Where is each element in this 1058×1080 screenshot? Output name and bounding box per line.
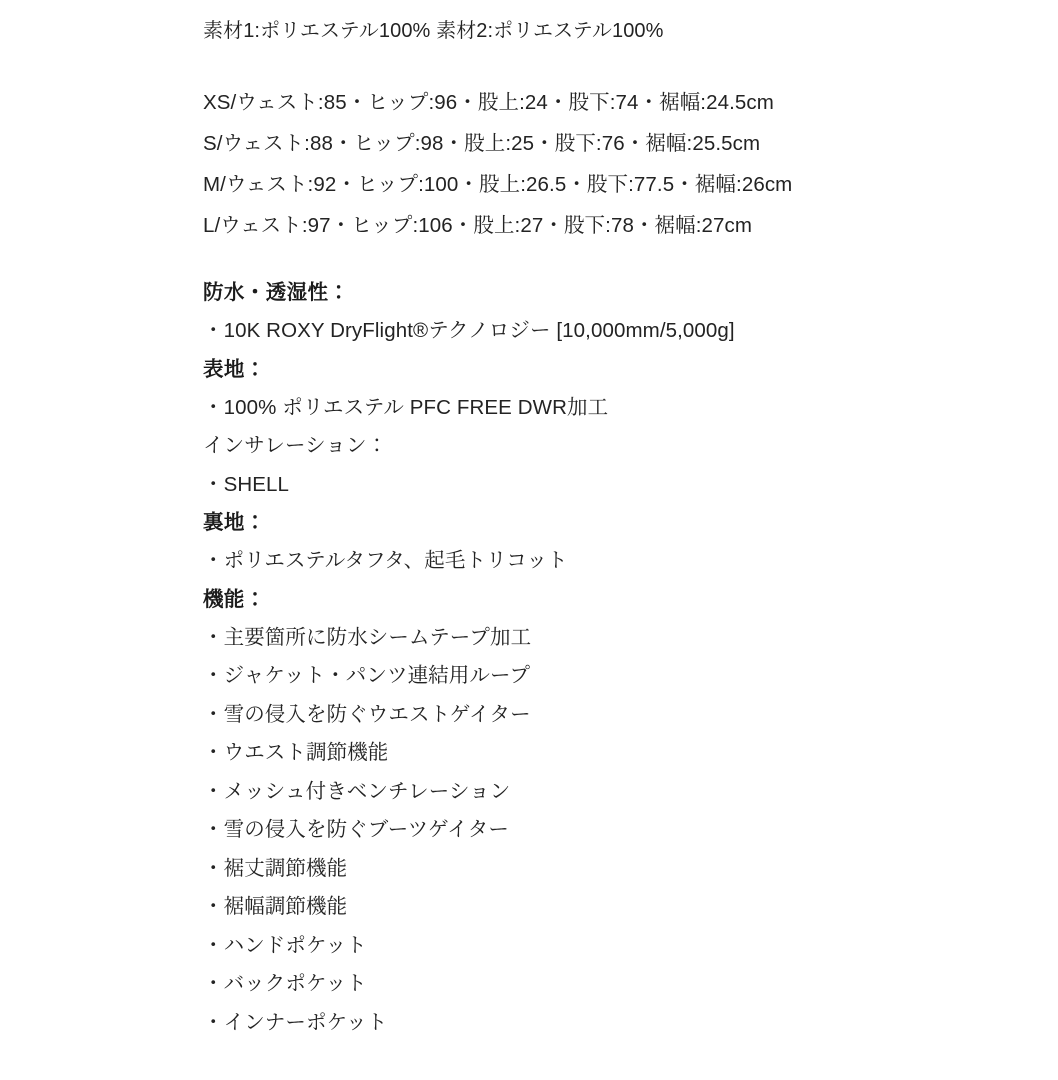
section-item: ・ウエスト調節機能: [203, 741, 389, 764]
section-item: ・雪の侵入を防ぐブーツゲイター: [203, 818, 509, 841]
section-item: ・ハンドポケット: [203, 933, 367, 957]
section-heading: 表地：: [203, 357, 266, 381]
section-item: ・メッシュ付きベンチレーション: [203, 779, 511, 803]
section-item: ・SHELL: [203, 472, 290, 496]
section-shell-fabric: [203, 351, 1018, 428]
section-item: ・裾幅調節機能: [203, 895, 348, 918]
section-waterproof: [203, 274, 1018, 351]
section-heading: 防水・透湿性：: [203, 281, 350, 304]
size-row: XS/ウェスト:85・ヒップ:96・股上:24・股下:74・裾幅:24.5cm: [203, 91, 774, 114]
section-heading: 裏地：: [203, 511, 266, 534]
section-item: ・100% ポリエステル PFC FREE DWR加工: [203, 395, 609, 419]
spacer: [203, 246, 1018, 274]
section-features: [203, 581, 1018, 1043]
section-item: ・雪の侵入を防ぐウエストゲイター: [203, 702, 531, 726]
section-item: ・ポリエステルタフタ、起毛トリコット: [203, 549, 568, 572]
spacer: [203, 48, 1018, 82]
section-item: ・インナーポケット: [203, 1010, 388, 1034]
size-row: S/ウェスト:88・ヒップ:98・股上:25・股下:76・裾幅:25.5cm: [203, 132, 761, 155]
section-lining: [203, 504, 1018, 581]
section-insulation: [203, 427, 1018, 504]
section-item: ・10K ROXY DryFlight®テクノロジー [10,000mm/5,000g]: [203, 319, 735, 342]
material-line: 素材1:ポリエステル100% 素材2:ポリエステル100%: [203, 20, 664, 42]
section-item: ・主要箇所に防水シームテープ加工: [203, 625, 532, 649]
section-heading: インサレーション：: [203, 434, 388, 457]
section-item: ・バックポケット: [203, 972, 367, 995]
size-chart: [203, 82, 1018, 246]
section-heading: 機能：: [203, 587, 266, 611]
size-row: L/ウェスト:97・ヒップ:106・股上:27・股下:78・裾幅:27cm: [203, 214, 753, 237]
section-item: ・ジャケット・パンツ連結用ループ: [203, 664, 531, 687]
size-row: M/ウェスト:92・ヒップ:100・股上:26.5・股下:77.5・裾幅:26cm: [203, 173, 793, 196]
section-item: ・裾丈調節機能: [203, 856, 348, 880]
